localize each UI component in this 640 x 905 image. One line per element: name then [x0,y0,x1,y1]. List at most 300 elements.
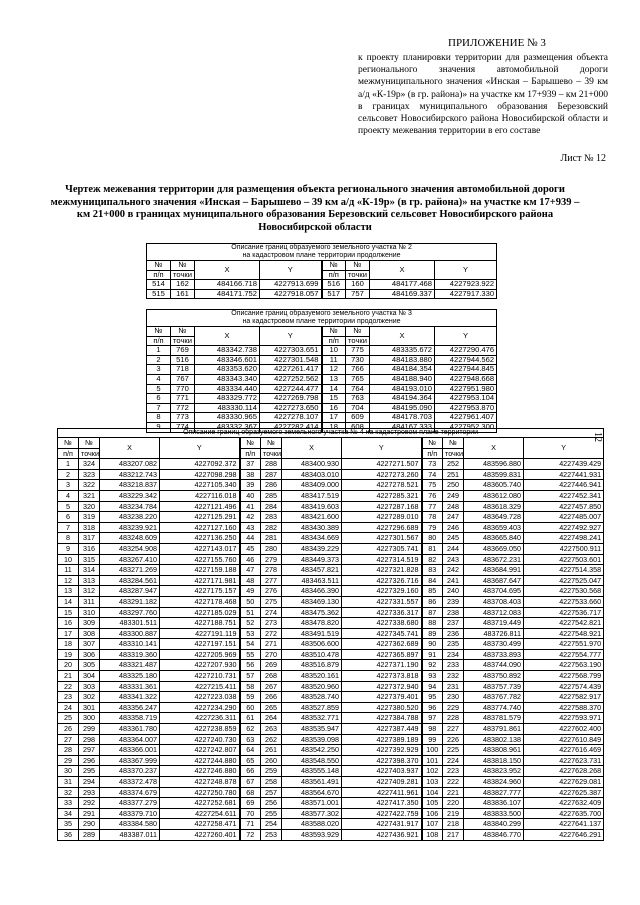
table-cell: 4227457.850 [524,501,604,512]
table-cell: 34 [58,808,79,819]
table-cell: 272 [261,628,282,639]
table-cell: 483207.082 [100,459,160,470]
table-cell: 483733.893 [464,649,524,660]
table-cell: 313 [79,575,100,586]
table-cell: 4227953.870 [435,403,497,413]
table-cell: 483577.302 [282,808,342,819]
table-cell: 767 [171,374,195,384]
table-cell: 4227628.268 [524,766,604,777]
table-cell: 4227116.018 [160,490,240,501]
table-cell: 4227261.417 [260,365,322,375]
table-cell: 483463.511 [282,575,342,586]
table-cell: 66 [240,766,261,777]
table-cell: 483234.784 [100,501,160,512]
table-cell: 483387.011 [100,829,160,840]
table-row [58,724,604,735]
table-cell: 280 [261,543,282,554]
table-cell: 484167.333 [370,422,435,432]
table-cell: 9 [147,422,171,432]
table-cell: 321 [79,490,100,501]
table-row [58,628,604,639]
table-cell: 4227525.047 [524,575,604,586]
table-cell: 248 [443,501,464,512]
table-cell: 277 [261,575,282,586]
table-cell: 483687.647 [464,575,524,586]
table-cell: 4227248.878 [160,777,240,788]
table-cell: 4227244.477 [260,384,322,394]
table-cell: 772 [171,403,195,413]
table-cell: 299 [79,724,100,735]
table-cell: 483599.831 [464,469,524,480]
table-cell: 483419.603 [282,501,342,512]
table-cell: 16 [322,403,346,413]
table-cell: 44 [240,533,261,544]
table-cell: 276 [261,586,282,597]
table-cell: 4227403.937 [342,766,422,777]
table-cell: 4227336.317 [342,607,422,618]
table-cell: 4227171.981 [160,575,240,586]
table-cell: 483527.859 [282,702,342,713]
column-header: № [171,261,195,271]
table-cell: 84 [422,575,443,586]
table-cell: 4227278.521 [342,480,422,491]
table-cell: 483248.609 [100,533,160,544]
table-cell: 483330.965 [195,413,260,423]
table-cell: 47 [240,565,261,576]
table-cell: 18 [322,422,346,432]
table-cell: 274 [261,607,282,618]
column-header: точки [79,448,100,459]
table-cell: 4227563.190 [524,660,604,671]
table-cell: 4227250.780 [160,787,240,798]
table-cell: 50 [240,596,261,607]
column-header: X [195,261,260,280]
table-cell: 483528.740 [282,692,342,703]
table-row [58,702,604,713]
column-header: № [240,438,261,449]
table-cell: 483417.519 [282,490,342,501]
table-cell: 4227961.407 [435,413,497,423]
column-header: Y [160,438,240,459]
table-row [58,713,604,724]
table-row [58,596,604,607]
table-cell: 4227951.980 [435,384,497,394]
table-cell: 56 [240,660,261,671]
table-cell: 4227282.414 [260,422,322,432]
column-header: п/п [240,448,261,459]
table-cell: 35 [58,819,79,830]
column-header: № [322,261,346,271]
table-cell: 9 [58,543,79,554]
side-page-number: 12 [592,432,603,442]
table-cell: 74 [422,469,443,480]
table-cell: 302 [79,692,100,703]
table-cell: 483548.550 [282,755,342,766]
table-cell: 283 [261,512,282,523]
table-cell: 483366.001 [100,745,160,756]
table-cell: 4227271.507 [342,459,422,470]
table-cell: 28 [58,745,79,756]
table-cell: 4227503.601 [524,554,604,565]
table-cell: 4227952.300 [435,422,497,432]
table-cell: 4227127.160 [160,522,240,533]
table-cell: 483605.740 [464,480,524,491]
table-cell: 40 [240,490,261,501]
table-cell: 483341.322 [100,692,160,703]
table-row [147,365,497,375]
column-header: № [261,438,282,449]
table-cell: 483827.777 [464,787,524,798]
table-cell: 18 [58,639,79,650]
table-cell: 69 [240,798,261,809]
table-cell: 4227582.917 [524,692,604,703]
table-cell: 4227338.680 [342,618,422,629]
table-cell: 11 [322,355,346,365]
table-cell: 516 [171,355,195,365]
table-cell: 4227305.741 [342,543,422,554]
table-cell: 250 [443,480,464,491]
column-header: точки [443,448,464,459]
column-header: Y [260,327,322,346]
table-cell: 258 [261,777,282,788]
table-cell: 608 [346,422,370,432]
column-header: точки [346,270,370,280]
table-row [58,480,604,491]
table-cell: 483319.360 [100,649,160,660]
table-cell: 483836.107 [464,798,524,809]
column-header: X [100,438,160,459]
table-cell: 483364.007 [100,734,160,745]
table-cell: 4227918.057 [260,289,322,299]
table-cell: 310 [79,607,100,618]
table-cell: 240 [443,586,464,597]
table-cell: 483403.010 [282,469,342,480]
table-cell: 483409.000 [282,480,342,491]
table-cell: 483684.991 [464,565,524,576]
table-cell: 77 [422,501,443,512]
table-cell: 81 [422,543,443,554]
table-cell: 4227273.260 [342,469,422,480]
table-row [58,533,604,544]
table-cell: 4227314.519 [342,554,422,565]
table-cell: 303 [79,681,100,692]
table-cell: 304 [79,671,100,682]
table-cell: 4227260.401 [160,829,240,840]
table-cell: 2 [58,469,79,480]
table-row [58,798,604,809]
table-cell: 4227175.157 [160,586,240,597]
table-cell: 4227436.921 [342,829,422,840]
table-cell: 4227207.930 [160,660,240,671]
table-row [58,734,604,745]
table-cell: 514 [147,280,171,290]
table-row [58,522,604,533]
table-cell: 483757.739 [464,681,524,692]
table-cell: 483358.719 [100,713,160,724]
table-cell: 229 [443,702,464,713]
column-header: № [443,438,464,449]
table-cell: 4 [147,374,171,384]
table-cell: 769 [171,346,195,356]
table-cell: 55 [240,649,261,660]
table-cell: 483478.820 [282,618,342,629]
table-cell: 4227143.017 [160,543,240,554]
table-cell: 4227125.291 [160,512,240,523]
table-cell: 4227290.476 [435,346,497,356]
table-cell: 20 [58,660,79,671]
table-cell: 48 [240,575,261,586]
table-cell: 6 [58,512,79,523]
table-cell: 99 [422,734,443,745]
column-header: п/п [147,336,171,346]
table-cell: 4227289.010 [342,512,422,523]
table-row [58,681,604,692]
column-header: точки [346,336,370,346]
table-cell: 484171.752 [195,289,260,299]
table-cell: 27 [58,734,79,745]
table-cell: 483332.367 [195,422,260,432]
table-row [58,745,604,756]
table-cell: 483561.491 [282,777,342,788]
table-cell: 483466.390 [282,586,342,597]
table-cell: 32 [58,787,79,798]
table-cell: 67 [240,777,261,788]
table-cell: 4227252.562 [260,374,322,384]
sheet-number: Лист № 12 [560,153,606,164]
column-header: X [282,438,342,459]
table-cell: 770 [171,384,195,394]
table-cell: 718 [171,365,195,375]
table-cell: 4227392.929 [342,745,422,756]
table-row [147,394,497,404]
table-cell: 483726.811 [464,628,524,639]
table-cell: 3 [58,480,79,491]
table-cell: 94 [422,681,443,692]
table-cell: 4227923.922 [435,280,497,290]
table-cell: 483330.114 [195,403,260,413]
table-cell: 483267.410 [100,554,160,565]
table-cell: 483377.279 [100,798,160,809]
table-cell: 22 [58,681,79,692]
column-header: № [79,438,100,449]
table-cell: 483212.743 [100,469,160,480]
table-cell: 484166.718 [195,280,260,290]
table-cell: 13 [322,374,346,384]
table-cell: 4227551.970 [524,639,604,650]
table-cell: 763 [346,394,370,404]
table-cell: 4227568.799 [524,671,604,682]
table-cell: 766 [346,365,370,375]
table-cell: 483516.879 [282,660,342,671]
column-header: X [370,327,435,346]
table-cell: 308 [79,628,100,639]
table-cell: 100 [422,745,443,756]
table-cell: 483618.329 [464,501,524,512]
table-cell: 4 [58,490,79,501]
table-cell: 242 [443,565,464,576]
table-row [58,649,604,660]
table-cell: 483520.161 [282,671,342,682]
column-header: Y [524,438,604,459]
column-header: точки [171,336,195,346]
table-cell: 17 [322,413,346,423]
table-row [58,618,604,629]
table-cell: 483750.892 [464,671,524,682]
table-row [58,755,604,766]
table-cell: 517 [322,289,346,299]
table-cell: 268 [261,671,282,682]
table-cell: 4227188.751 [160,618,240,629]
table-cell: 4227533.660 [524,596,604,607]
table-cell: 227 [443,724,464,735]
table-cell: 4227373.818 [342,671,422,682]
table-caption: Описание границ образуемого земельного участка № 4 на кадастровом плане территории [58,429,604,438]
table-cell: 51 [240,607,261,618]
table-cell: 295 [79,766,100,777]
table-cell: 4227238.859 [160,724,240,735]
table-cell: 483520.960 [282,681,342,692]
table-cell: 516 [322,280,346,290]
table-cell: 322 [79,480,100,491]
table-cell: 4227242.807 [160,745,240,756]
table-cell: 483421.600 [282,512,342,523]
table-cell: 97 [422,713,443,724]
table-cell: 91 [422,649,443,660]
table-cell: 312 [79,586,100,597]
table-cell: 309 [79,618,100,629]
column-header: Y [435,261,497,280]
table-cell: 4227441.931 [524,469,604,480]
table-cell: 33 [58,798,79,809]
table-cell: 483730.499 [464,639,524,650]
table-cell: 19 [58,649,79,660]
table-cell: 307 [79,639,100,650]
table-cell: 314 [79,565,100,576]
table-cell: 483343.340 [195,374,260,384]
table-cell: 4227246.880 [160,766,240,777]
table-cell: 4227913.699 [260,280,322,290]
table-cell: 484188.940 [370,374,435,384]
table-cell: 4227398.370 [342,755,422,766]
table-cell: 261 [261,745,282,756]
table-cell: 4227345.741 [342,628,422,639]
table-cell: 483564.670 [282,787,342,798]
table-cell: 293 [79,787,100,798]
table-cell: 483791.861 [464,724,524,735]
table-cell: 39 [240,480,261,491]
table-cell: 483325.180 [100,671,160,682]
table-cell: 4227948.668 [435,374,497,384]
table-cell: 278 [261,565,282,576]
table-cell: 296 [79,755,100,766]
table-cell: 301 [79,702,100,713]
table-cell: 8 [58,533,79,544]
table-cell: 79 [422,522,443,533]
column-header: точки [261,448,282,459]
table-cell: 484193.010 [370,384,435,394]
table-cell: 4227411.961 [342,787,422,798]
table-cell: 4227536.717 [524,607,604,618]
table-cell: 4227269.798 [260,394,322,404]
table-cell: 38 [240,469,261,480]
table-cell: 49 [240,586,261,597]
table-cell: 4227387.449 [342,724,422,735]
table-cell: 251 [443,469,464,480]
table-cell: 247 [443,512,464,523]
table-cell: 282 [261,522,282,533]
table-cell: 483669.050 [464,543,524,554]
table-cell: 61 [240,713,261,724]
table-cell: 289 [79,829,100,840]
table-cell: 4227287.168 [342,501,422,512]
table-cell: 291 [79,808,100,819]
column-header: п/п [422,448,443,459]
table-cell: 300 [79,713,100,724]
table-cell: 484183.880 [370,355,435,365]
table-cell: 5 [147,384,171,394]
table-cell: 275 [261,596,282,607]
table-cell: 4227498.241 [524,533,604,544]
table-cell: 1 [58,459,79,470]
table-cell: 483535.947 [282,724,342,735]
table-cell: 483342.738 [195,346,260,356]
table-cell: 4227197.151 [160,639,240,650]
table-cell: 219 [443,808,464,819]
table-row [58,586,604,597]
table-cell: 4227588.370 [524,702,604,713]
table-cell: 4227439.429 [524,459,604,470]
table-row [58,543,604,554]
table-cell: 259 [261,766,282,777]
table-cell: 75 [422,480,443,491]
table-row [58,554,604,565]
table-cell: 4227215.411 [160,681,240,692]
table-row [58,829,604,840]
table-cell: 15 [58,607,79,618]
table-cell: 4227244.880 [160,755,240,766]
table-caption: Описание границ образуемого земельного участка № 3 на кадастровом плане территории продолжение [147,310,497,327]
table-cell: 5 [58,501,79,512]
table-cell: 286 [261,480,282,491]
table-cell: 288 [261,459,282,470]
table-cell: 483430.389 [282,522,342,533]
table-row [58,766,604,777]
column-header: № [422,438,443,449]
column-header: № [171,327,195,337]
table-cell: 26 [58,724,79,735]
table-cell: 17 [58,628,79,639]
column-header: п/п [322,336,346,346]
table-cell: 483712.083 [464,607,524,618]
table-cell: 218 [443,819,464,830]
table-cell: 324 [79,459,100,470]
table-cell: 59 [240,692,261,703]
table-cell: 4227602.400 [524,724,604,735]
table-cell: 483555.148 [282,766,342,777]
table-cell: 4227380.520 [342,702,422,713]
table-cell: 105 [422,798,443,809]
table-cell: 4227136.250 [160,533,240,544]
table-cell: 25 [58,713,79,724]
table-cell: 244 [443,543,464,554]
table-cell: 10 [322,346,346,356]
table-cell: 323 [79,469,100,480]
table-cell: 483310.141 [100,639,160,650]
table-cell: 63 [240,734,261,745]
table-cell: 87 [422,607,443,618]
table-cell: 4227362.689 [342,639,422,650]
table-cell: 483287.947 [100,586,160,597]
